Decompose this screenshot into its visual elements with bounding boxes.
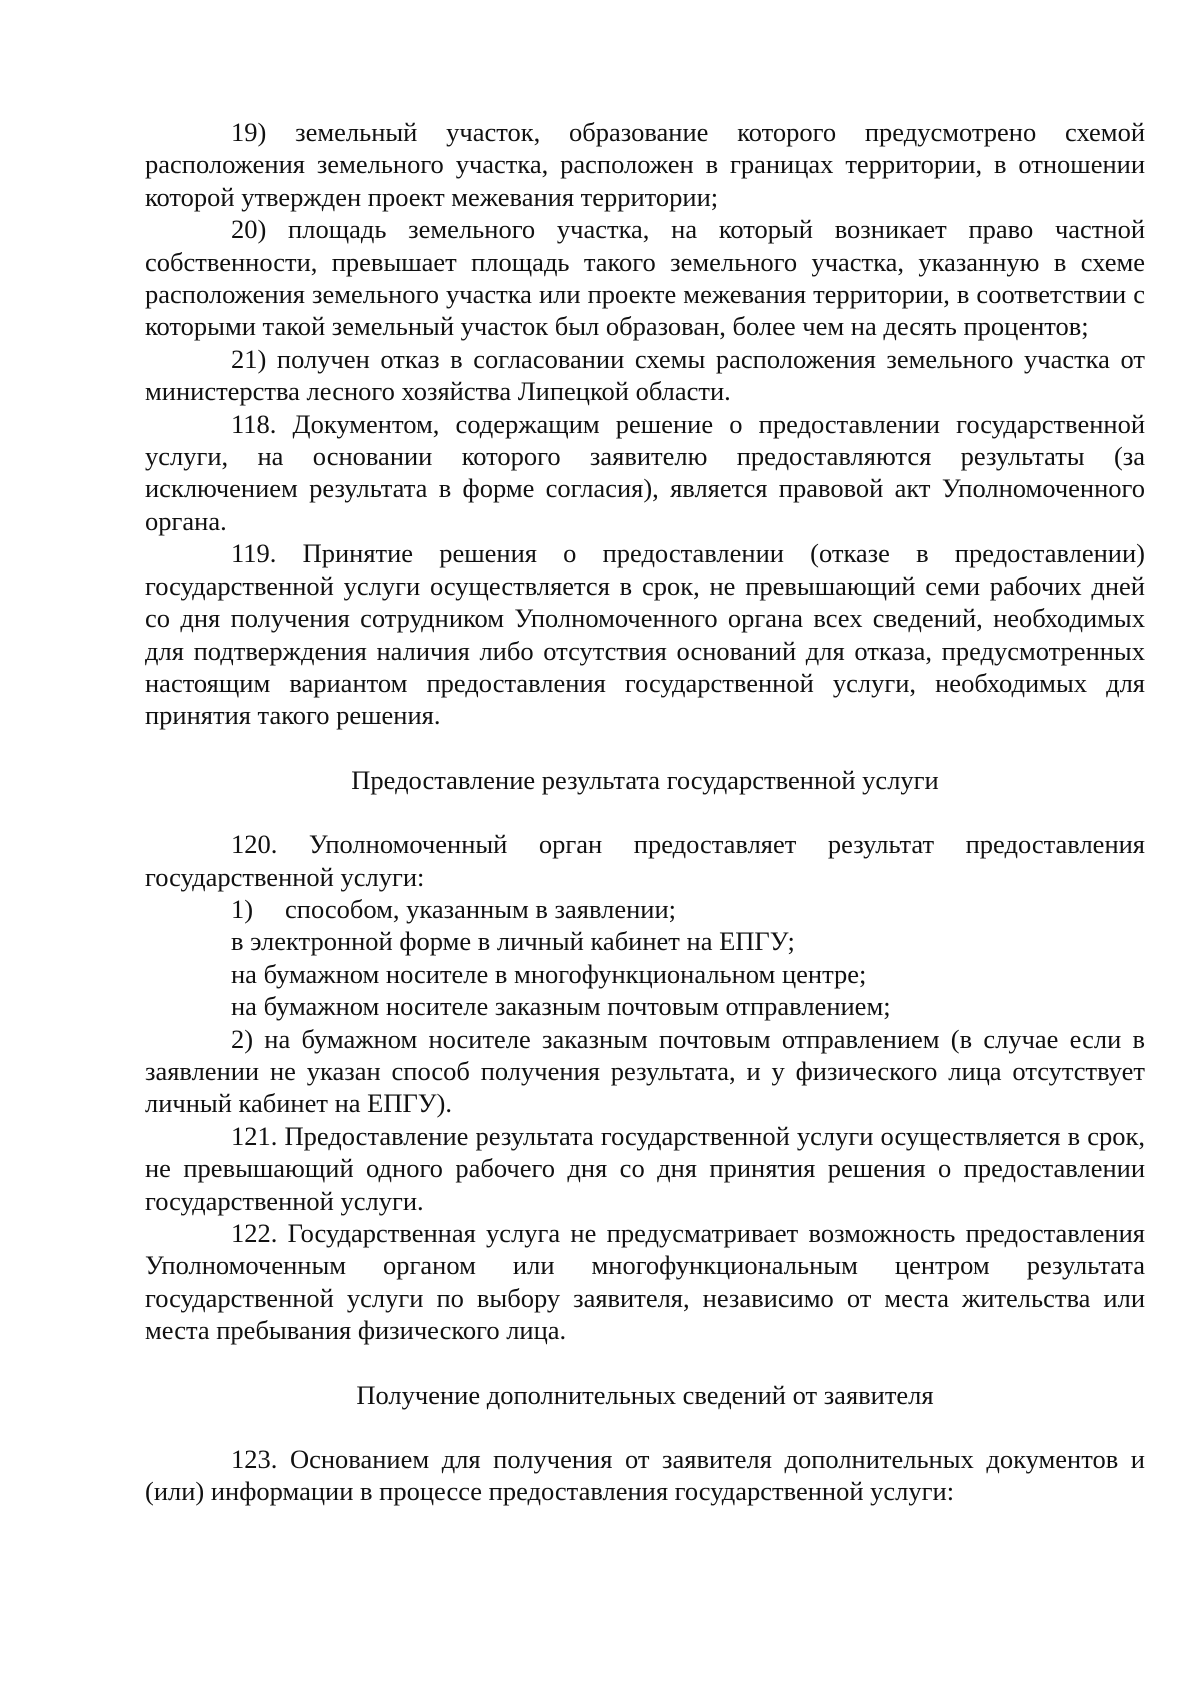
- clause-120: 120. Уполномоченный орган предоставляет результат предоставления государственной услуги:: [145, 829, 1145, 892]
- sub-item-epgu: в электронной форме в личный кабинет на ЕПГУ;: [231, 926, 795, 957]
- list-marker-1: 1): [231, 893, 254, 924]
- clause-119: 119. Принятие решения о предоставлении (отказе в предоставлении) государственной услуги осуществляется в срок, не превышающий семи рабочих дней со дня получения сотрудником Уполномоченного органа всех сведений, необходимых для подтверждения наличия либо отсутствия оснований для отказа, предусмотренных настоящим вариантом предоставления государственной услуги, необходимых для принятия такого решения.: [145, 538, 1145, 731]
- sub-item-mfc: на бумажном носителе в многофункциональном центре;: [231, 958, 867, 989]
- clause-118: 118. Документом, содержащим решение о предоставлении государственной услуги, на основании которого заявителю предоставляются результаты (за исключением результата в форме согласия), является правовой акт Уполномоченного органа.: [145, 408, 1145, 536]
- list-item-1-text: способом, указанным в заявлении;: [285, 893, 677, 924]
- section-heading-result: Предоставление результата государственной услуги: [351, 764, 939, 795]
- list-item-1: [145, 893, 1145, 925]
- sub-item-post: на бумажном носителе заказным почтовым отправлением;: [231, 991, 891, 1022]
- section-heading-additional: Получение дополнительных сведений от заявителя: [356, 1379, 934, 1410]
- document-body: [145, 116, 1145, 1508]
- clause-121: 121. Предоставление результата государственной услуги осуществляется в срок, не превышающий одного рабочего дня со дня принятия решения о предоставлении государственной услуги.: [145, 1120, 1145, 1216]
- clause-19: 19) земельный участок, образование которого предусмотрено схемой расположения земельного участка, расположен в границах территории, в отношении которой утвержден проект межевания территории;: [145, 117, 1145, 212]
- clause-20: 20) площадь земельного участка, на который возникает право частной собственности, превышает площадь такого земельного участка, указанную в схеме расположения земельного участка или проекте межевания территории, в соответствии с которыми такой земельный участок был образован, более чем на десять процентов;: [145, 214, 1145, 342]
- list-item-2: 2) на бумажном носителе заказным почтовым отправлением (в случае если в заявлении не указан способ получения результата, и у физического лица отсутствует личный кабинет на ЕПГУ).: [145, 1023, 1145, 1119]
- clause-123: 123. Основанием для получения от заявителя дополнительных документов и (или) информации в процессе предоставления государственной услуги:: [145, 1444, 1145, 1507]
- clause-122: 122. Государственная услуга не предусматривает возможность предоставления Уполномоченным органом или многофункциональным центром результата государственной услуги по выбору заявителя, независимо от места жительства или места пребывания физического лица.: [145, 1218, 1145, 1346]
- clause-21: 21) получен отказ в согласовании схемы расположения земельного участка от министерства лесного хозяйства Липецкой области.: [145, 343, 1145, 407]
